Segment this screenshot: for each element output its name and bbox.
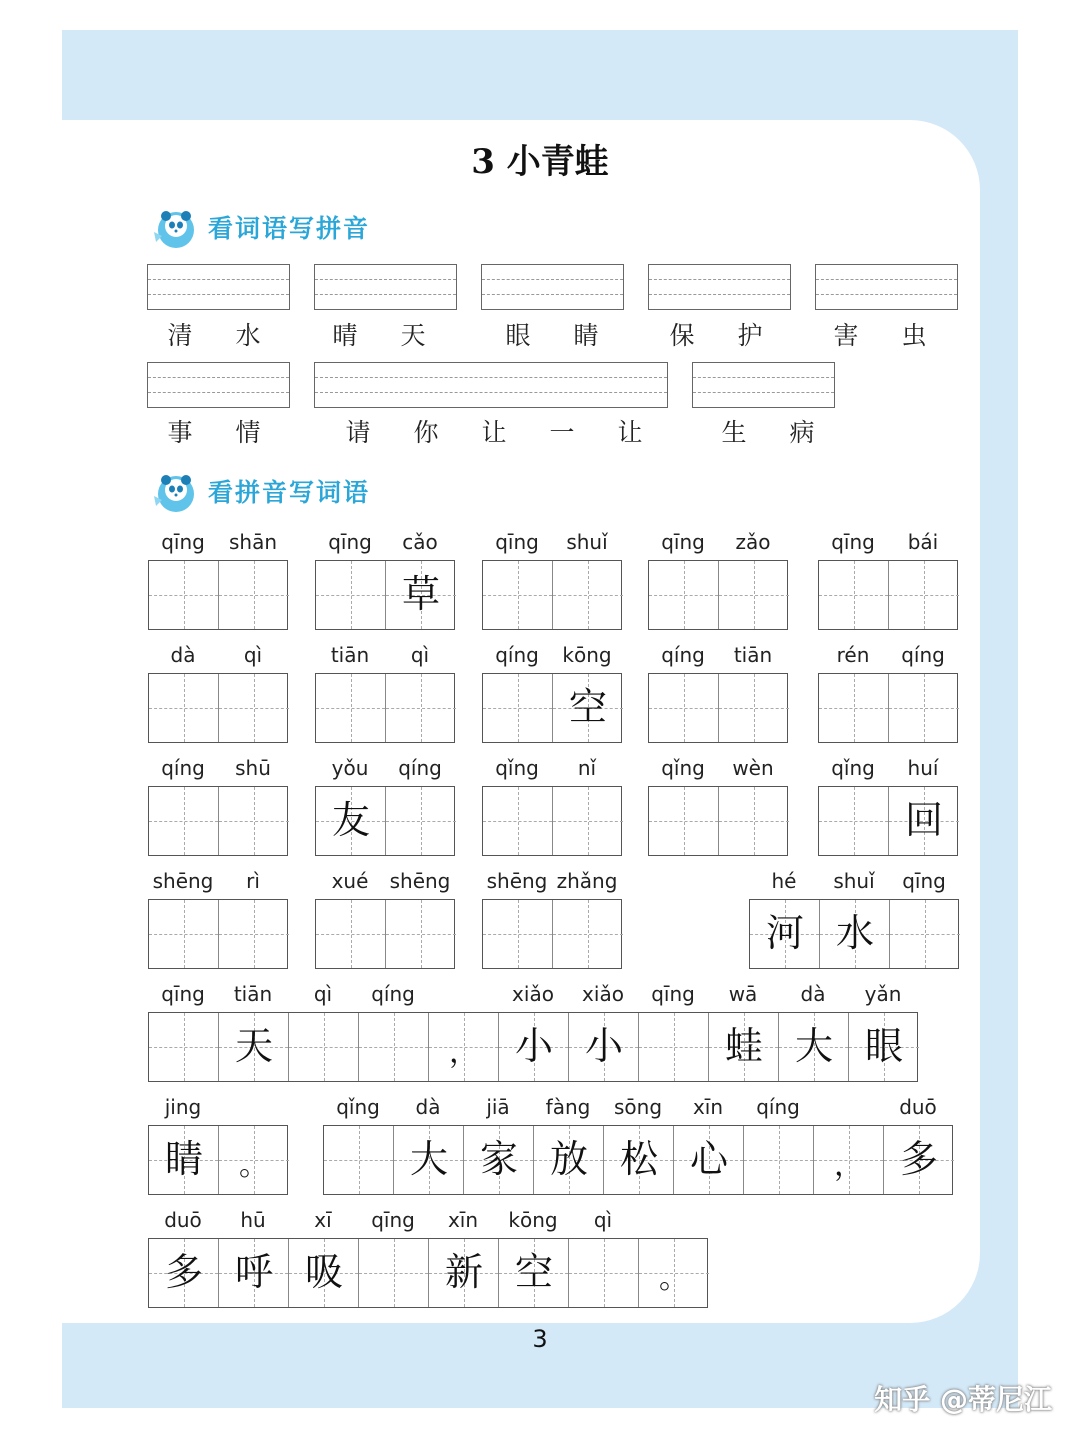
section-2-heading: 看拼音写词语 bbox=[148, 466, 370, 516]
word-grid[interactable] bbox=[818, 786, 958, 856]
given-char: 新 bbox=[444, 1250, 483, 1294]
pinyin-label: qì bbox=[593, 1208, 613, 1232]
pinyin-label: qíng bbox=[371, 982, 415, 1006]
pinyin-label: qì bbox=[243, 643, 263, 667]
given-char: 松 bbox=[619, 1137, 658, 1181]
char-cell[interactable] bbox=[553, 561, 623, 629]
given-char: 空 bbox=[568, 685, 607, 729]
word-grid[interactable] bbox=[482, 560, 622, 630]
char-cell[interactable] bbox=[483, 674, 553, 742]
pinyin-label: kōng bbox=[562, 643, 612, 667]
word-char: 天 bbox=[400, 321, 426, 350]
char-cell[interactable] bbox=[219, 787, 289, 855]
char-cell[interactable] bbox=[719, 787, 789, 855]
word-grid[interactable] bbox=[648, 560, 788, 630]
pinyin-label: shēng bbox=[486, 869, 548, 893]
pinyin-label: dà bbox=[170, 643, 196, 667]
char-cell[interactable] bbox=[819, 787, 889, 855]
pinyin-label: fàng bbox=[545, 1095, 591, 1119]
char-cell[interactable] bbox=[219, 561, 289, 629]
given-char: 水 bbox=[835, 911, 874, 955]
pinyin-label: qíng bbox=[398, 756, 442, 780]
char-cell[interactable] bbox=[386, 787, 456, 855]
section-1-heading: 看词语写拼音 bbox=[148, 202, 370, 252]
word-grid[interactable] bbox=[482, 899, 622, 969]
pinyin-label: shuǐ bbox=[566, 530, 608, 554]
pinyin-writing-box[interactable] bbox=[314, 362, 668, 408]
char-cell[interactable] bbox=[316, 674, 386, 742]
pinyin-label: qì bbox=[313, 982, 333, 1006]
pinyin-label: tiān bbox=[330, 643, 370, 667]
char-cell[interactable] bbox=[889, 561, 959, 629]
page-title: 3 小青蛙 bbox=[471, 142, 609, 182]
given-char: 。 bbox=[239, 1148, 269, 1183]
given-char: 家 bbox=[479, 1137, 518, 1181]
page-number: 3 bbox=[532, 1325, 548, 1353]
word-char: 你 bbox=[413, 418, 439, 447]
pinyin-label: shuǐ bbox=[833, 869, 875, 893]
pinyin-label: zǎo bbox=[735, 530, 771, 554]
char-cell[interactable] bbox=[324, 1126, 394, 1194]
pinyin-label: hé bbox=[771, 869, 797, 893]
sentence-grid[interactable] bbox=[148, 1012, 918, 1082]
char-cell[interactable] bbox=[386, 900, 456, 968]
char-cell[interactable] bbox=[483, 900, 553, 968]
char-cell[interactable] bbox=[359, 1013, 429, 1081]
sentence-grid[interactable] bbox=[148, 1238, 708, 1308]
pinyin-label: qǐng bbox=[831, 756, 875, 780]
pinyin-label: qíng bbox=[495, 643, 539, 667]
word-char: 请 bbox=[345, 418, 371, 447]
pinyin-label: huí bbox=[907, 756, 939, 780]
pinyin-label: zhǎng bbox=[556, 869, 618, 893]
pinyin-label: qīng bbox=[831, 530, 875, 554]
pinyin-label: rén bbox=[836, 643, 870, 667]
char-cell[interactable] bbox=[316, 561, 386, 629]
char-cell[interactable] bbox=[649, 561, 719, 629]
char-cell[interactable] bbox=[483, 787, 553, 855]
given-char: 呼 bbox=[234, 1250, 273, 1294]
char-cell[interactable] bbox=[219, 900, 289, 968]
pinyin-label: wā bbox=[728, 982, 758, 1006]
pinyin-label: duō bbox=[164, 1208, 202, 1232]
word-grid[interactable] bbox=[315, 560, 455, 630]
char-cell[interactable] bbox=[744, 1126, 814, 1194]
pinyin-label: qǐng bbox=[495, 756, 539, 780]
word-char: 清 bbox=[167, 321, 193, 350]
word-char: 睛 bbox=[573, 321, 599, 350]
pinyin-label: yǎn bbox=[864, 982, 902, 1006]
pinyin-writing-box[interactable] bbox=[147, 362, 290, 408]
sentence-grid[interactable] bbox=[148, 1125, 288, 1195]
given-char: 。 bbox=[659, 1261, 689, 1296]
given-char: 小 bbox=[514, 1024, 553, 1068]
pinyin-label: cǎo bbox=[402, 530, 438, 554]
given-char: 大 bbox=[794, 1024, 833, 1068]
given-char: 草 bbox=[401, 572, 440, 616]
char-cell[interactable] bbox=[819, 561, 889, 629]
word-char: 水 bbox=[235, 321, 261, 350]
word-grid[interactable] bbox=[148, 673, 288, 743]
given-char: 多 bbox=[164, 1250, 203, 1294]
word-grid[interactable] bbox=[482, 786, 622, 856]
pinyin-label: qíng bbox=[661, 643, 705, 667]
word-char: 一 bbox=[549, 418, 575, 447]
word-char: 情 bbox=[235, 418, 261, 447]
pinyin-label: xī bbox=[314, 1208, 332, 1232]
pinyin-label: qīng bbox=[371, 1208, 415, 1232]
given-char: 友 bbox=[331, 798, 370, 842]
pinyin-label: tiān bbox=[233, 982, 273, 1006]
char-cell[interactable] bbox=[483, 561, 553, 629]
word-grid[interactable] bbox=[315, 786, 455, 856]
pinyin-label: dà bbox=[800, 982, 826, 1006]
word-grid[interactable] bbox=[648, 786, 788, 856]
pinyin-label: xiǎo bbox=[582, 982, 624, 1006]
pinyin-label: qīng bbox=[651, 982, 695, 1006]
pinyin-writing-box[interactable] bbox=[147, 264, 290, 310]
pinyin-writing-box[interactable] bbox=[692, 362, 835, 408]
word-grid[interactable] bbox=[315, 899, 455, 969]
given-char: 天 bbox=[234, 1024, 273, 1068]
pinyin-label: xiǎo bbox=[512, 982, 554, 1006]
char-cell[interactable] bbox=[649, 787, 719, 855]
pinyin-label: qíng bbox=[756, 1095, 800, 1119]
char-cell[interactable] bbox=[316, 900, 386, 968]
watermark: 知乎 @蒂尼江 bbox=[874, 1383, 1052, 1416]
char-cell[interactable] bbox=[890, 900, 960, 968]
pinyin-label: nǐ bbox=[577, 756, 597, 780]
pinyin-label: tiān bbox=[733, 643, 773, 667]
char-cell[interactable] bbox=[289, 1013, 359, 1081]
given-char: 吸 bbox=[304, 1250, 343, 1294]
word-grid[interactable] bbox=[818, 673, 958, 743]
given-char: 心 bbox=[689, 1137, 728, 1181]
word-grid[interactable] bbox=[148, 899, 288, 969]
word-char: 病 bbox=[789, 418, 815, 447]
char-cell[interactable] bbox=[553, 787, 623, 855]
pinyin-label: yǒu bbox=[331, 756, 369, 780]
pinyin-label: qì bbox=[410, 643, 430, 667]
pinyin-label: qǐng bbox=[661, 756, 705, 780]
char-cell[interactable] bbox=[149, 674, 219, 742]
char-cell[interactable] bbox=[359, 1239, 429, 1307]
given-char: 小 bbox=[584, 1024, 623, 1068]
char-cell[interactable] bbox=[889, 674, 959, 742]
given-char: 河 bbox=[765, 911, 804, 955]
char-cell[interactable] bbox=[639, 1013, 709, 1081]
word-char: 虫 bbox=[901, 321, 927, 350]
char-cell[interactable] bbox=[386, 674, 456, 742]
word-grid[interactable] bbox=[648, 673, 788, 743]
pinyin-label: hū bbox=[240, 1208, 266, 1232]
given-char: 睛 bbox=[164, 1137, 203, 1181]
pinyin-writing-box[interactable] bbox=[815, 264, 958, 310]
pinyin-writing-box[interactable] bbox=[648, 264, 791, 310]
panda-icon bbox=[148, 466, 204, 516]
given-char: 眼 bbox=[864, 1024, 903, 1068]
pinyin-label: qīng bbox=[495, 530, 539, 554]
word-grid[interactable] bbox=[818, 560, 958, 630]
given-char: ， bbox=[834, 1148, 864, 1183]
pinyin-label: duō bbox=[899, 1095, 937, 1119]
pinyin-label: qīng bbox=[161, 530, 205, 554]
char-cell[interactable] bbox=[719, 674, 789, 742]
word-char: 眼 bbox=[505, 321, 531, 350]
pinyin-label: jiā bbox=[486, 1095, 510, 1119]
word-grid[interactable] bbox=[749, 899, 959, 969]
word-char: 让 bbox=[481, 418, 507, 447]
pinyin-label: sōng bbox=[613, 1095, 663, 1119]
given-char: 回 bbox=[904, 798, 943, 842]
pinyin-label: xīn bbox=[447, 1208, 479, 1232]
panda-icon bbox=[148, 202, 204, 252]
given-char: ， bbox=[449, 1035, 479, 1070]
word-grid[interactable] bbox=[148, 786, 288, 856]
word-grid[interactable] bbox=[315, 673, 455, 743]
char-cell[interactable] bbox=[819, 674, 889, 742]
pinyin-label: qīng bbox=[661, 530, 705, 554]
word-char: 保 bbox=[669, 321, 695, 350]
word-grid[interactable] bbox=[482, 673, 622, 743]
word-char: 害 bbox=[833, 321, 859, 350]
pinyin-label: dà bbox=[415, 1095, 441, 1119]
word-char: 事 bbox=[167, 418, 193, 447]
char-cell[interactable] bbox=[149, 900, 219, 968]
word-grid[interactable] bbox=[148, 560, 288, 630]
sentence-grid[interactable] bbox=[323, 1125, 953, 1195]
pinyin-label: shēng bbox=[152, 869, 214, 893]
pinyin-label: rì bbox=[246, 869, 260, 893]
given-char: 放 bbox=[549, 1137, 588, 1181]
pinyin-label: qíng bbox=[161, 756, 205, 780]
given-char: 多 bbox=[899, 1137, 938, 1181]
pinyin-label: xué bbox=[331, 869, 369, 893]
pinyin-label: qīng bbox=[161, 982, 205, 1006]
given-char: 大 bbox=[409, 1137, 448, 1181]
char-cell[interactable] bbox=[649, 674, 719, 742]
word-char: 护 bbox=[737, 321, 763, 350]
char-cell[interactable] bbox=[149, 561, 219, 629]
pinyin-writing-box[interactable] bbox=[314, 264, 457, 310]
given-char: 空 bbox=[514, 1250, 553, 1294]
char-cell[interactable] bbox=[719, 561, 789, 629]
char-cell[interactable] bbox=[149, 1013, 219, 1081]
given-char: 蛙 bbox=[724, 1024, 763, 1068]
pinyin-label: qǐng bbox=[336, 1095, 380, 1119]
char-cell[interactable] bbox=[149, 787, 219, 855]
pinyin-label: qíng bbox=[901, 643, 945, 667]
pinyin-label: kōng bbox=[508, 1208, 558, 1232]
char-cell[interactable] bbox=[569, 1239, 639, 1307]
char-cell[interactable] bbox=[219, 674, 289, 742]
char-cell[interactable] bbox=[553, 900, 623, 968]
word-char: 生 bbox=[721, 418, 747, 447]
pinyin-writing-box[interactable] bbox=[481, 264, 624, 310]
pinyin-label: wèn bbox=[732, 756, 774, 780]
pinyin-label: shēng bbox=[389, 869, 451, 893]
pinyin-label: shū bbox=[235, 756, 271, 780]
pinyin-label: qīng bbox=[328, 530, 372, 554]
pinyin-label: qīng bbox=[902, 869, 946, 893]
pinyin-label: bái bbox=[907, 530, 939, 554]
word-char: 让 bbox=[617, 418, 643, 447]
pinyin-label: jing bbox=[164, 1095, 202, 1119]
pinyin-label: xīn bbox=[692, 1095, 724, 1119]
word-char: 晴 bbox=[332, 321, 358, 350]
pinyin-label: shān bbox=[228, 530, 278, 554]
